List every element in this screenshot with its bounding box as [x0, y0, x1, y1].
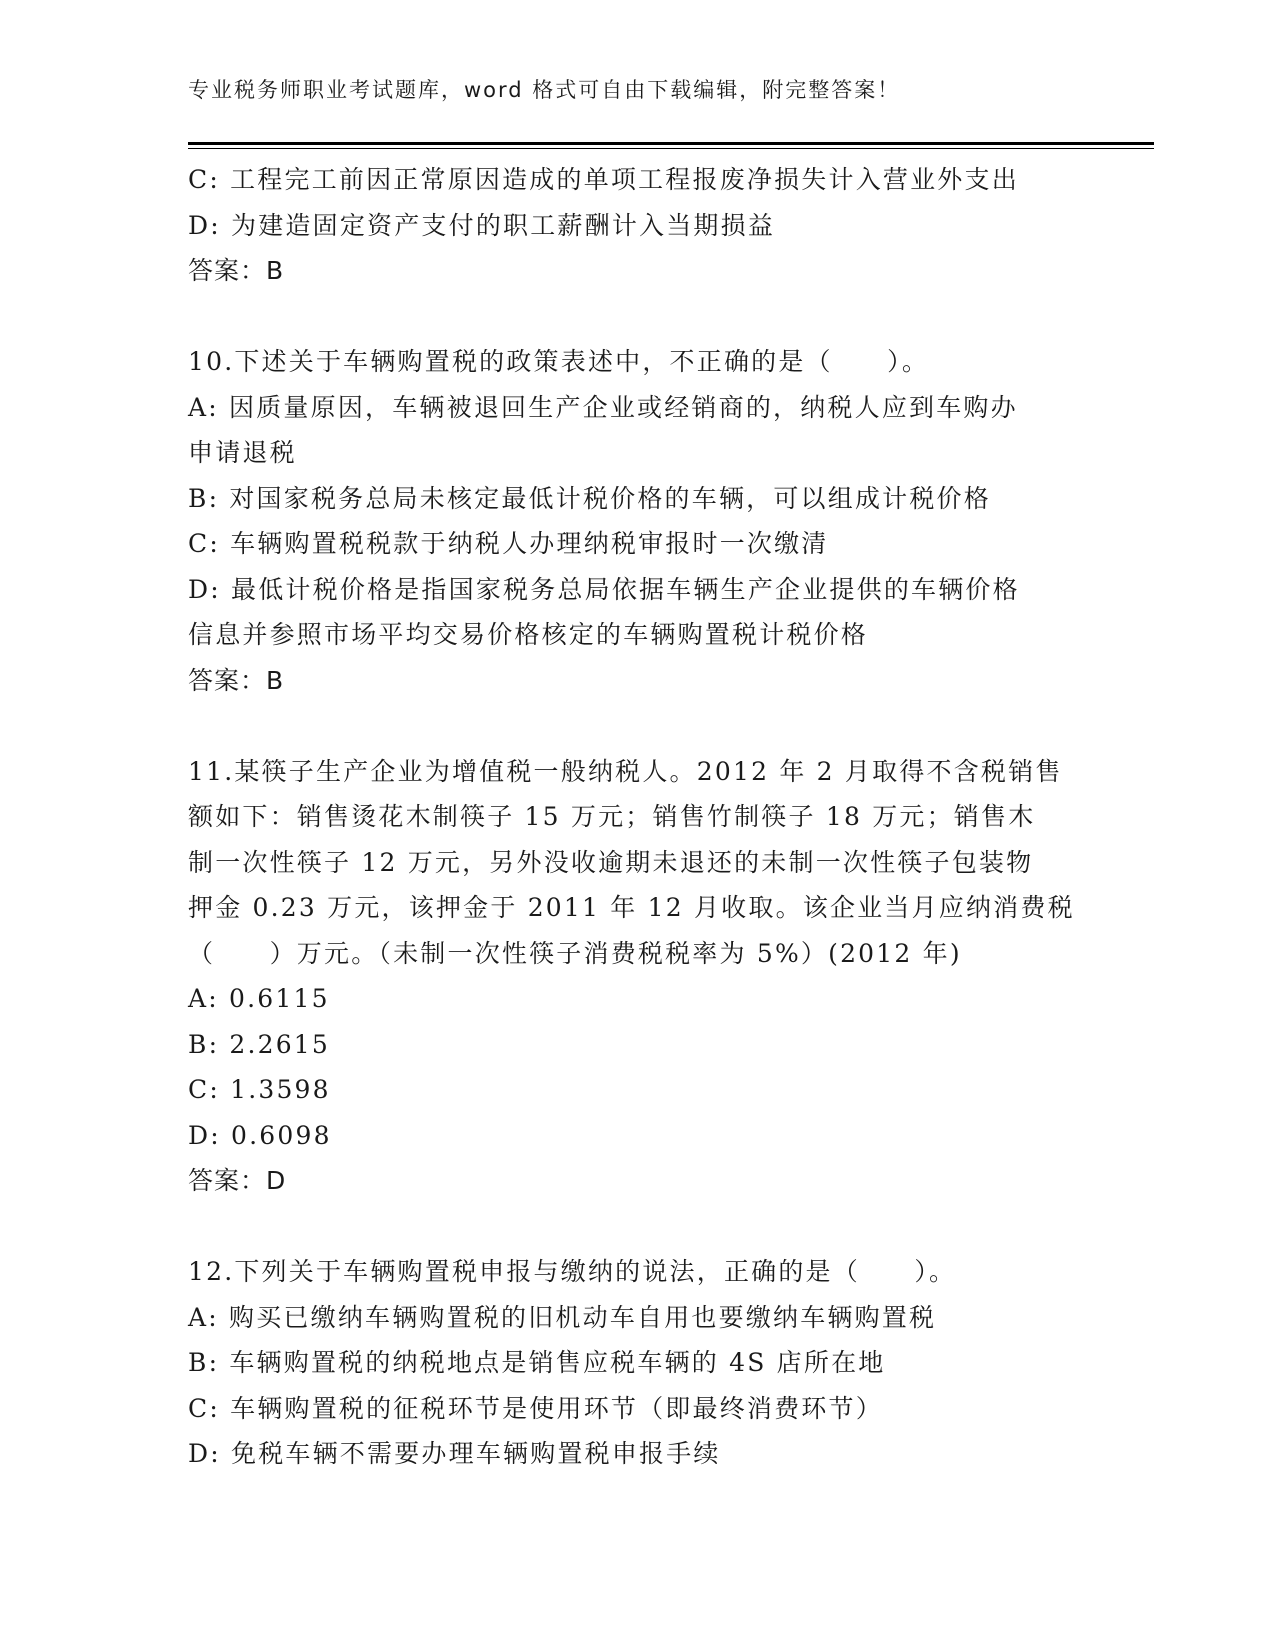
q9-option-d: D: 为建造固定资产支付的职工薪酬计入当期损益 [188, 210, 776, 240]
q10-option-d-line2: 信息并参照市场平均交易价格核定的车辆购置税计税价格 [188, 620, 869, 649]
q10-option-c: C: 车辆购置税税款于纳税人办理纳税审报时一次缴清 [188, 529, 829, 558]
q10-option-d-line1: D: 最低计税价格是指国家税务总局依据车辆生产企业提供的车辆价格 [188, 574, 1020, 604]
q9-answer: 答案：B [188, 256, 285, 285]
q9-option-c: C: 工程完工前因正常原因造成的单项工程报废净损失计入营业外支出 [188, 165, 1019, 194]
spacer [188, 703, 1088, 749]
q11-answer: 答案：D [188, 1166, 287, 1195]
q11-stem-line3: 制一次性筷子 12 万元，另外没收逾期未退还的未制一次性筷子包装物 [188, 847, 1034, 877]
document-body [188, 157, 1088, 1477]
q11-option-b: B: 2.2615 [188, 1029, 331, 1059]
header-rule-thick [188, 142, 1154, 145]
q11-stem-line2: 额如下：销售烫花木制筷子 15 万元；销售竹制筷子 18 万元；销售木 [188, 802, 1036, 831]
q11-option-c: C: 1.3598 [188, 1075, 331, 1104]
q11-stem-line1: 11.某筷子生产企业为增值税一般纳税人。2012 年 2 月取得不含税销售 [188, 756, 1063, 786]
q10-option-a-line2: 申请退税 [188, 438, 297, 467]
q11-stem-line4: 押金 0.23 万元，该押金于 2011 年 12 月收取。该企业当月应纳消费税 [188, 893, 1075, 922]
q10-option-b: B: 对国家税务总局未核定最低计税价格的车辆，可以组成计税价格 [188, 483, 991, 513]
spacer [188, 294, 1088, 340]
q10-answer: 答案：B [188, 665, 285, 695]
q12-option-a: A: 购买已缴纳车辆购置税的旧机动车自用也要缴纳车辆购置税 [188, 1302, 937, 1332]
q11-stem-line5: （ ）万元。（未制一次性筷子消费税税率为 5%）(2012 年) [188, 938, 962, 968]
page-header: 专业税务师职业考试题库，word 格式可自由下载编辑，附完整答案！ [188, 78, 901, 102]
q12-option-c: C: 车辆购置税的征税环节是使用环节（即最终消费环节） [188, 1393, 883, 1423]
q10-option-a-line1: A: 因质量原因，车辆被退回生产企业或经销商的，纳税人应到车购办 [188, 392, 1018, 422]
q11-option-d: D: 0.6098 [188, 1120, 332, 1150]
spacer [188, 1204, 1088, 1250]
q11-option-a: A: 0.6115 [188, 984, 330, 1013]
header-rule-thin [188, 148, 1154, 149]
q12-option-d: D: 免税车辆不需要办理车辆购置税申报手续 [188, 1439, 721, 1468]
q10-stem: 10.下述关于车辆购置税的政策表述中，不正确的是（ ）。 [188, 347, 930, 376]
q12-option-b: B: 车辆购置税的纳税地点是销售应税车辆的 4S 店所在地 [188, 1348, 886, 1377]
q12-stem: 12.下列关于车辆购置税申报与缴纳的说法，正确的是（ ）。 [188, 1257, 957, 1286]
